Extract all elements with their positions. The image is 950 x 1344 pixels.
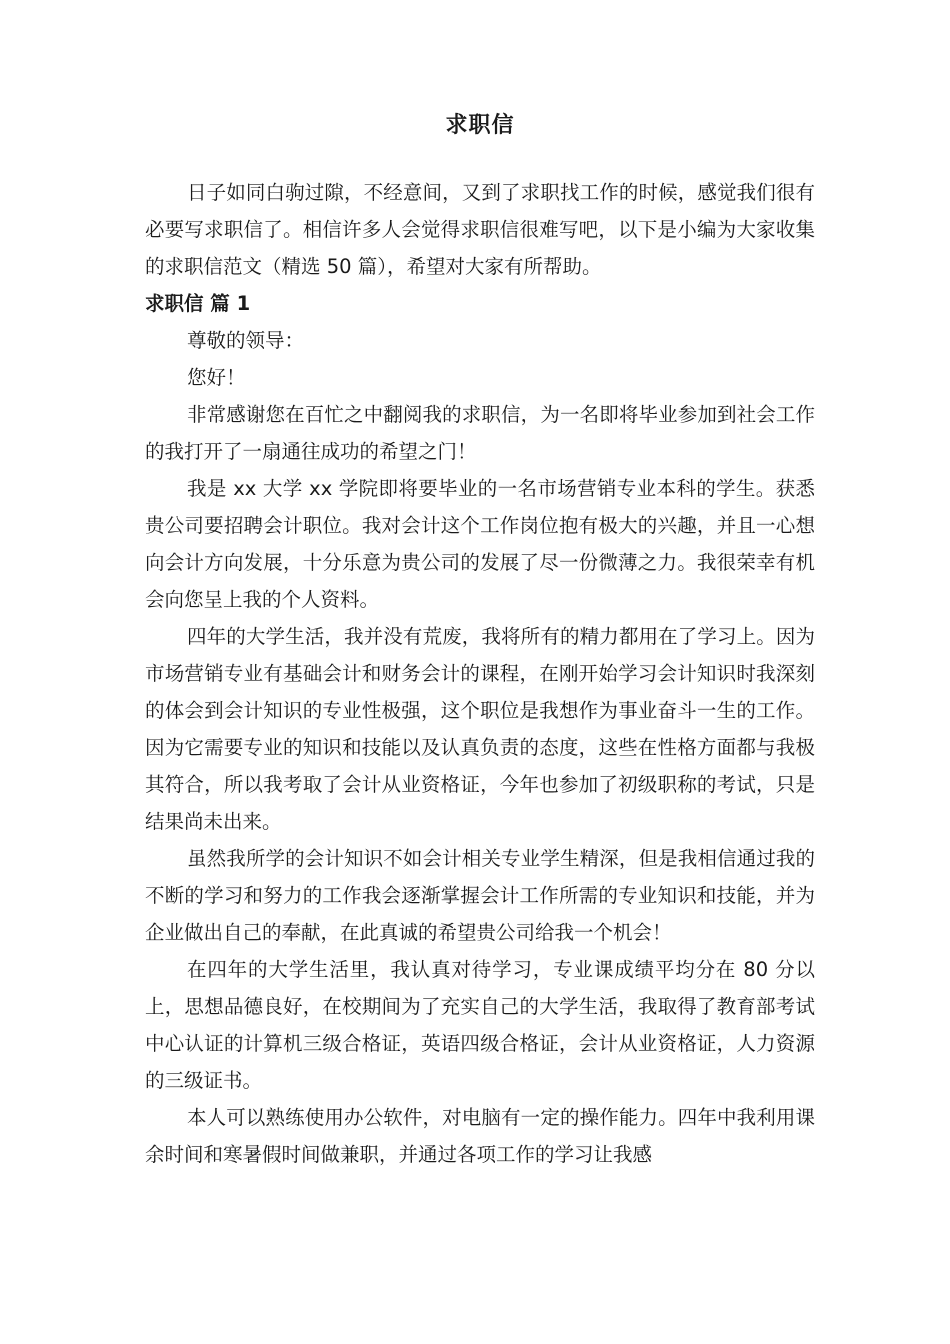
body-paragraph: 本人可以熟练使用办公软件，对电脑有一定的操作能力。四年中我利用课余时间和寒暑假时间做兼职，并通过各项工作的学习让我感	[145, 1106, 815, 1166]
body-paragraph: 在四年的大学生活里，我认真对待学习，专业课成绩平均分在 80 分以上，思想品德良好，在校期间为了充实自己的大学生活，我取得了教育部考试中心认证的计算机三级合格证，英语四级合格证，会计从业资格证，人力资源的三级证书。	[145, 958, 815, 1092]
body-paragraph: 我是 xx 大学 xx 学院即将要毕业的一名市场营销专业本科的学生。获悉贵公司要招聘会计职位。我对会计这个工作岗位抱有极大的兴趣，并且一心想向会计方向发展，十分乐意为贵公司的发展了尽一份微薄之力。我很荣幸有机会向您呈上我的个人资料。	[145, 477, 815, 611]
greeting: 您好！	[187, 366, 246, 389]
section-heading: 求职信 篇 1	[145, 292, 251, 315]
document-title: 求职信	[445, 113, 515, 138]
body-paragraph: 虽然我所学的会计知识不如会计相关专业学生精深，但是我相信通过我的不断的学习和努力的工作我会逐渐掌握会计工作所需的专业知识和技能，并为企业做出自己的奉献，在此真诚的希望贵公司给我一个机会！	[145, 847, 815, 944]
salutation: 尊敬的领导：	[187, 329, 305, 352]
document-page	[145, 108, 815, 1173]
intro-paragraph: 日子如同白驹过隙，不经意间，又到了求职找工作的时候，感觉我们很有必要写求职信了。相信许多人会觉得求职信很难写吧，以下是小编为大家收集的求职信范文（精选 50 篇），希望对大家有所帮助。	[145, 181, 815, 278]
body-paragraph: 非常感谢您在百忙之中翻阅我的求职信，为一名即将毕业参加到社会工作的我打开了一扇通往成功的希望之门！	[145, 403, 815, 463]
body-paragraph: 四年的大学生活，我并没有荒废，我将所有的精力都用在了学习上。因为市场营销专业有基础会计和财务会计的课程，在刚开始学习会计知识时我深刻的体会到会计知识的专业性极强，这个职位是我想作为事业奋斗一生的工作。因为它需要专业的知识和技能以及认真负责的态度，这些在性格方面都与我极其符合，所以我考取了会计从业资格证，今年也参加了初级职称的考试，只是结果尚未出来。	[145, 625, 815, 833]
